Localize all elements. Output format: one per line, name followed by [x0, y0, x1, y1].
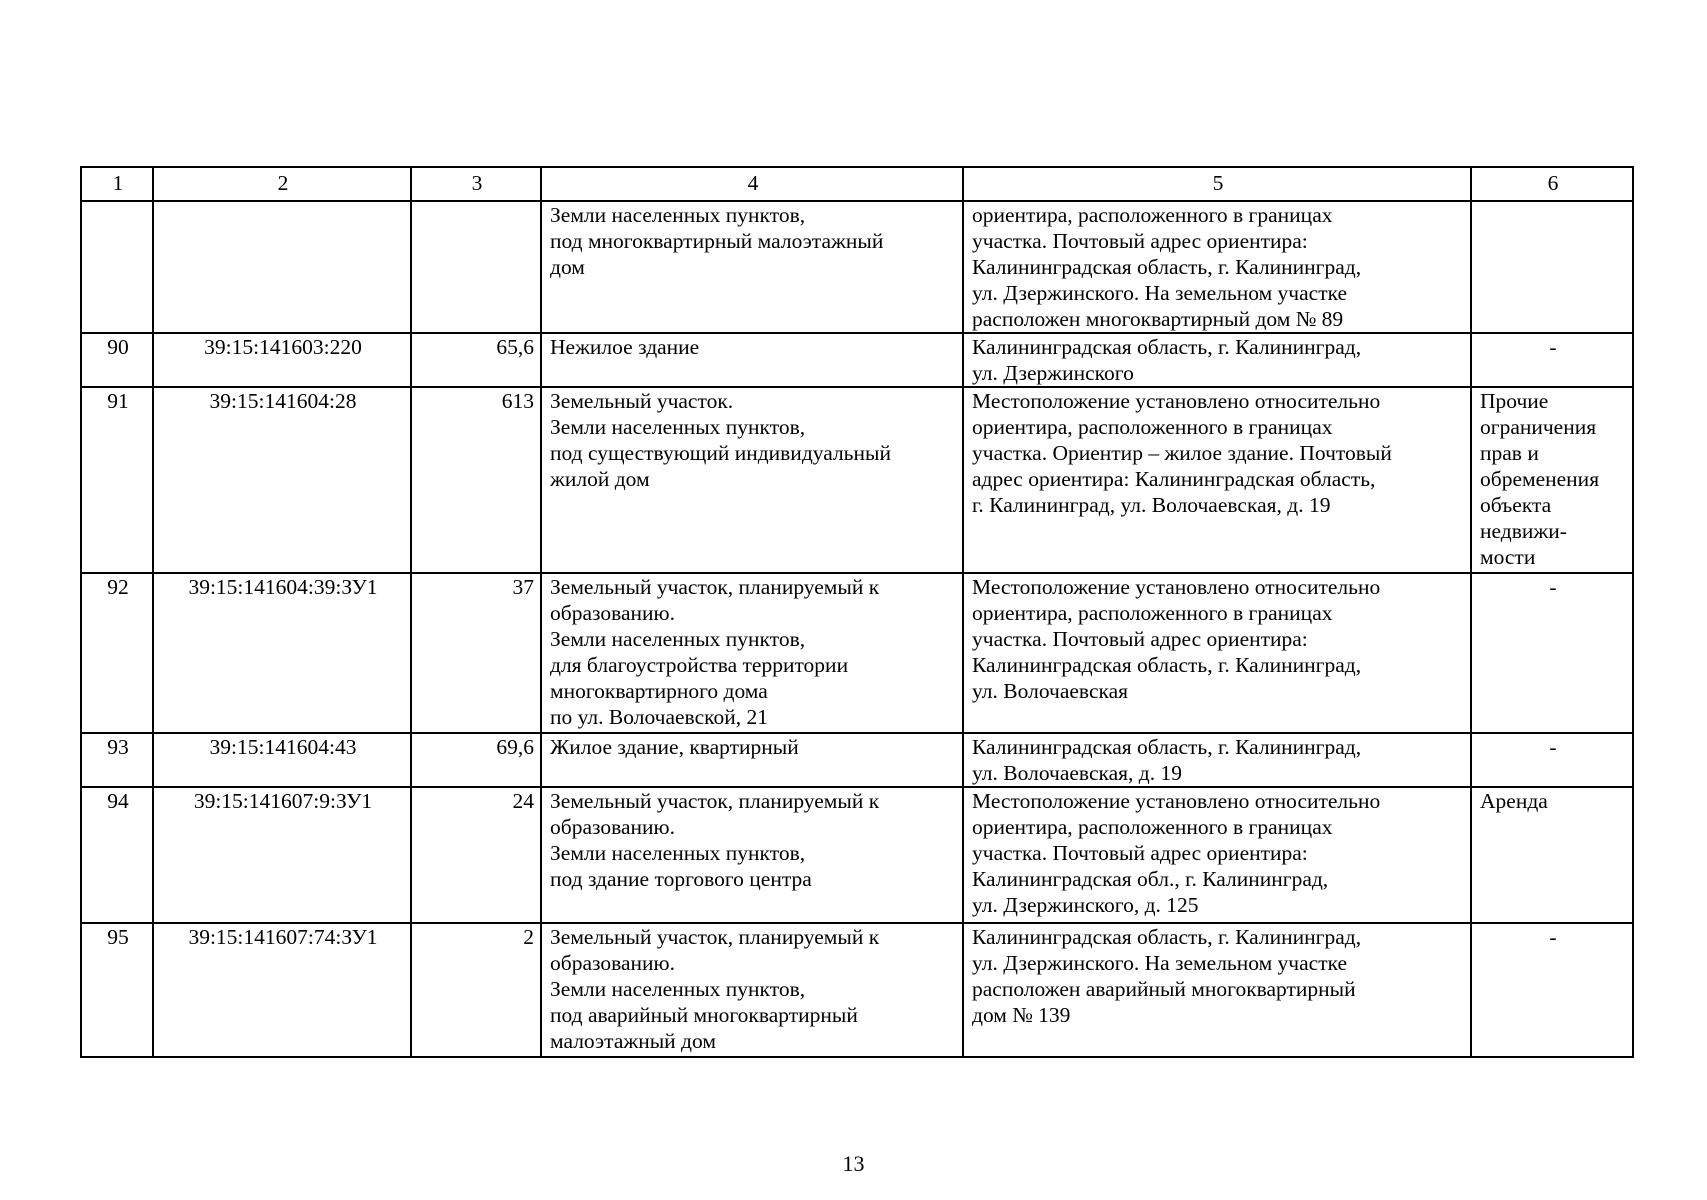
cell-cadastral-number: 39:15:141607:9:ЗУ1	[153, 787, 411, 923]
header-col-4: 4	[541, 167, 963, 201]
header-col-3: 3	[411, 167, 541, 201]
cell-area: 37	[411, 573, 541, 733]
cell-number: 95	[81, 923, 153, 1057]
cell-description: Земли населенных пунктов, под многоквартирный малоэтажный дом	[541, 201, 963, 333]
table-row	[81, 333, 1633, 387]
cell-encumbrance: Аренда	[1471, 787, 1633, 923]
cell-description: Земельный участок, планируемый к образованию. Земли населенных пунктов, для благоустройства территории многоквартирного дома по ул. Волочаевской, 21	[541, 573, 963, 733]
cell-description: Земельный участок, планируемый к образованию. Земли населенных пунктов, под здание торгового центра	[541, 787, 963, 923]
cell-area: 2	[411, 923, 541, 1057]
cell-cadastral-number: 39:15:141604:28	[153, 387, 411, 573]
table-header	[81, 167, 1633, 201]
table-row	[81, 387, 1633, 573]
cell-number: 91	[81, 387, 153, 573]
cell-description: Земельный участок. Земли населенных пунктов, под существующий индивидуальный жилой дом	[541, 387, 963, 573]
cell-encumbrance	[1471, 201, 1633, 333]
header-row	[81, 167, 1633, 201]
cell-encumbrance: -	[1471, 923, 1633, 1057]
header-col-5: 5	[963, 167, 1471, 201]
cell-location: Местоположение установлено относительно ориентира, расположенного в границах участка. Почтовый адрес ориентира: Калининградская область, г. Калининград, ул. Волочаевская	[963, 573, 1471, 733]
property-table	[80, 166, 1634, 1058]
cell-encumbrance: Прочие ограничения прав и обременения объекта недвижи- мости	[1471, 387, 1633, 573]
header-col-6: 6	[1471, 167, 1633, 201]
header-col-2: 2	[153, 167, 411, 201]
cell-description: Жилое здание, квартирный	[541, 733, 963, 787]
cell-cadastral-number: 39:15:141604:43	[153, 733, 411, 787]
table-row	[81, 787, 1633, 923]
cell-number: 93	[81, 733, 153, 787]
cell-number	[81, 201, 153, 333]
cell-location: Местоположение установлено относительно ориентира, расположенного в границах участка. Почтовый адрес ориентира: Калининградская обл., г. Калининград, ул. Дзержинского, д. 125	[963, 787, 1471, 923]
cell-area: 69,6	[411, 733, 541, 787]
cell-area: 613	[411, 387, 541, 573]
table-row	[81, 923, 1633, 1057]
cell-location: Местоположение установлено относительно ориентира, расположенного в границах участка. Ориентир – жилое здание. Почтовый адрес ориентира: Калининградская область, г. Калининград, ул. Волочаевская, д. 19	[963, 387, 1471, 573]
cell-encumbrance: -	[1471, 733, 1633, 787]
cell-location: Калининградская область, г. Калининград, ул. Дзержинского	[963, 333, 1471, 387]
cell-number: 94	[81, 787, 153, 923]
page-number: 13	[842, 1151, 865, 1176]
cell-cadastral-number: 39:15:141603:220	[153, 333, 411, 387]
cell-area: 24	[411, 787, 541, 923]
cell-cadastral-number: 39:15:141604:39:ЗУ1	[153, 573, 411, 733]
cell-number: 90	[81, 333, 153, 387]
cell-cadastral-number	[153, 201, 411, 333]
cell-description: Нежилое здание	[541, 333, 963, 387]
cell-area	[411, 201, 541, 333]
table-row	[81, 201, 1633, 333]
header-col-1: 1	[81, 167, 153, 201]
table-body	[81, 201, 1633, 1057]
cell-location: Калининградская область, г. Калининград, ул. Волочаевская, д. 19	[963, 733, 1471, 787]
table-row	[81, 733, 1633, 787]
cell-description: Земельный участок, планируемый к образованию. Земли населенных пунктов, под аварийный многоквартирный малоэтажный дом	[541, 923, 963, 1057]
cell-cadastral-number: 39:15:141607:74:ЗУ1	[153, 923, 411, 1057]
cell-encumbrance: -	[1471, 573, 1633, 733]
cell-location: ориентира, расположенного в границах участка. Почтовый адрес ориентира: Калининградская область, г. Калининград, ул. Дзержинского. На земельном участке расположен многоквартирный дом № 89	[963, 201, 1471, 333]
cell-number: 92	[81, 573, 153, 733]
cell-encumbrance: -	[1471, 333, 1633, 387]
cell-area: 65,6	[411, 333, 541, 387]
table-row	[81, 573, 1633, 733]
cell-location: Калининградская область, г. Калининград, ул. Дзержинского. На земельном участке расположен аварийный многоквартирный дом № 139	[963, 923, 1471, 1057]
